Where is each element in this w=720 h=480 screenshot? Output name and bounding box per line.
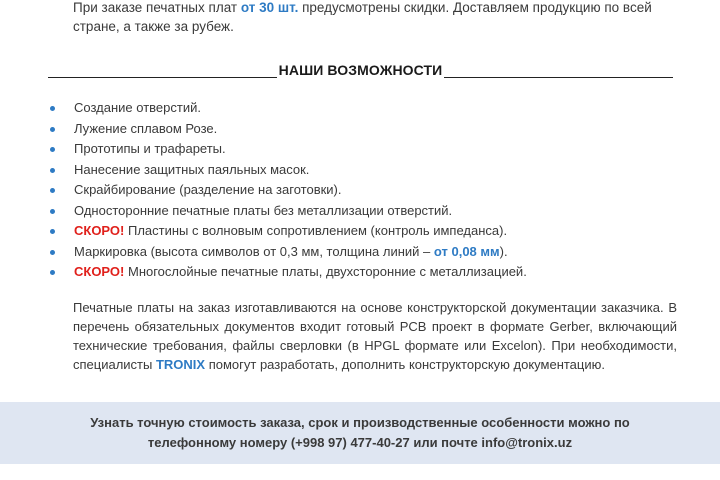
bullet-icon <box>50 127 55 132</box>
contact-banner <box>0 402 720 464</box>
feature-text: Прототипы и трафареты. <box>74 141 226 156</box>
bullet-icon <box>50 209 55 214</box>
intro-text-2: предусмотрены скидки. Доставляем продукцию по всей стране, а также за рубеж. <box>73 0 652 34</box>
brand-name: TRONIX <box>155 357 206 372</box>
description-text-2: помогут разработать, дополнить конструкторскую документацию. <box>205 357 605 372</box>
contact-line-2: телефонному номеру (+998 97) 477-40-27 или почте info@tronix.uz <box>147 435 573 450</box>
line-width-value: от 0,08 мм <box>433 243 500 259</box>
description-paragraph <box>73 298 677 374</box>
bullet-icon <box>50 147 55 152</box>
intro-text-1: При заказе печатных плат <box>73 0 241 15</box>
list-item <box>48 98 688 119</box>
description-text-1: Печатные платы на заказ изготавливаются на основе конструкторской документации заказчика. В перечень обязательных документов входит готовый PCB проект в формате Gerber, включающий технические требования, файлы сверловки (в HPGL формате или Excelon). При необходимости, специалисты <box>73 300 677 372</box>
feature-text: Маркировка (высота символов от 0,3 мм, толщина линий – <box>74 243 434 259</box>
features-list <box>48 98 688 283</box>
heading-rule-right <box>444 63 673 78</box>
heading-rule-left <box>48 63 277 78</box>
feature-text: Односторонние печатные платы без металлизации отверстий. <box>74 202 453 218</box>
list-item <box>48 201 688 222</box>
bullet-icon <box>50 250 55 255</box>
contact-line-1: Узнать точную стоимость заказа, срок и производственные особенности можно по <box>90 415 630 430</box>
list-item <box>48 221 688 242</box>
feature-text: Пластины с волновым сопротивлением (контроль импеданса). <box>124 223 508 238</box>
feature-text: Создание отверстий. <box>74 100 201 115</box>
list-item <box>48 242 688 263</box>
bullet-icon <box>50 106 55 111</box>
feature-text: Лужение сплавом Розе. <box>74 120 218 136</box>
bullet-icon <box>50 188 55 193</box>
list-item <box>48 180 688 201</box>
list-item <box>48 139 688 160</box>
feature-text-end: ). <box>499 243 508 259</box>
bullet-icon <box>50 229 55 234</box>
feature-text: Многослойные печатные платы, двухсторонние с металлизацией. <box>124 264 527 279</box>
bullet-icon <box>50 168 55 173</box>
discount-quantity: от 30 шт. <box>240 0 299 15</box>
list-item <box>48 119 688 140</box>
section-heading-row <box>48 58 673 78</box>
feature-text: Скрайбирование (разделение на заготовки). <box>74 182 342 197</box>
bullet-icon <box>50 270 55 275</box>
coming-soon-badge: СКОРО! <box>74 223 125 238</box>
list-item <box>48 262 688 283</box>
coming-soon-badge: СКОРО! <box>74 264 125 279</box>
feature-text: Нанесение защитных паяльных масок. <box>74 161 310 177</box>
section-heading: НАШИ ВОЗМОЖНОСТИ <box>278 62 443 78</box>
intro-paragraph <box>73 0 683 36</box>
list-item <box>48 160 688 181</box>
